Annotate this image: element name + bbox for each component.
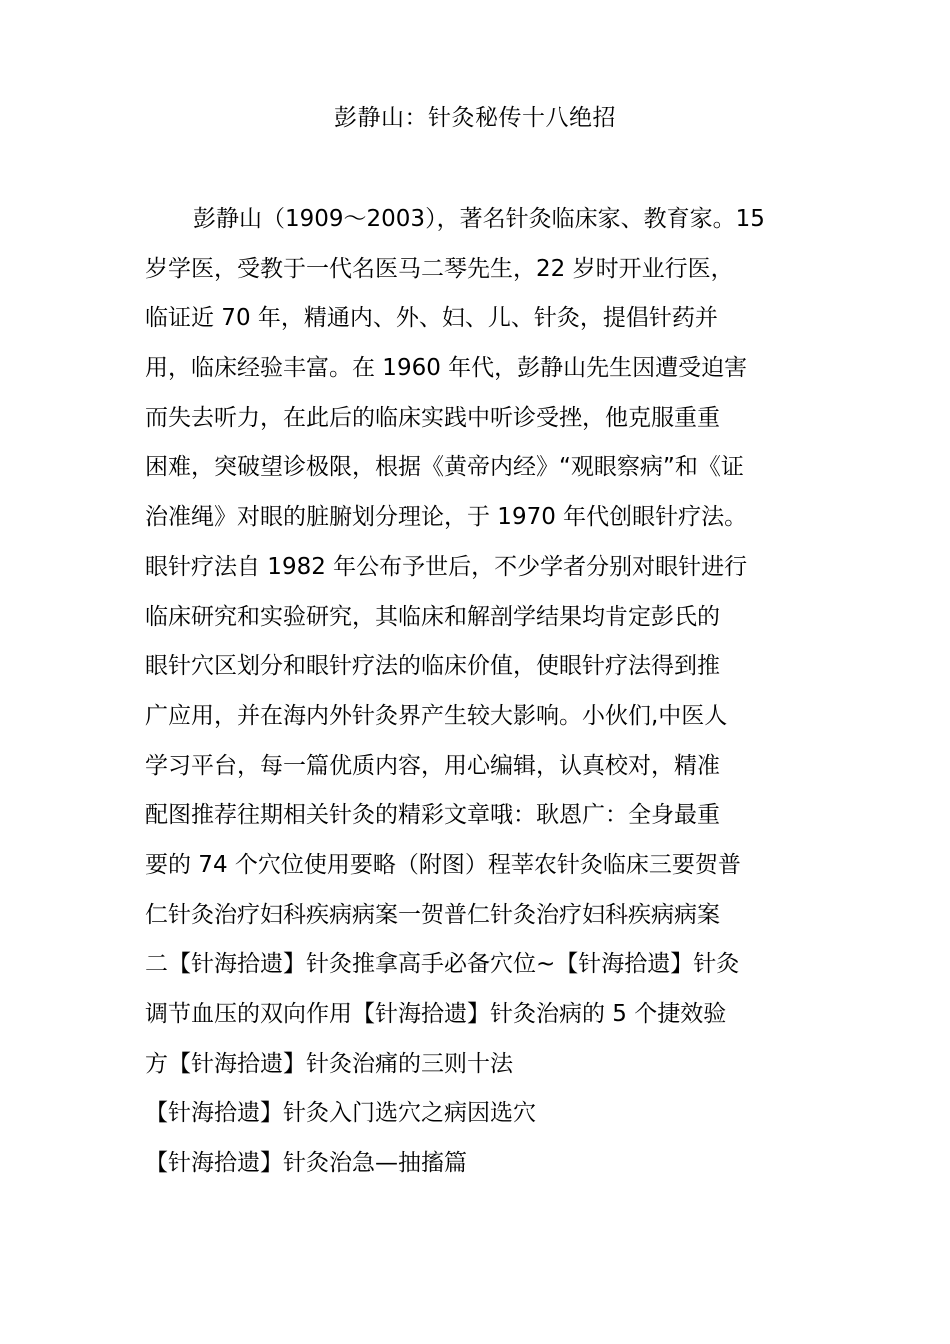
body-line: 临证近 70 年，精通内、外、妇、儿、针灸，提倡针药并 xyxy=(145,305,718,332)
body-line: 广应用，并在海内外针灸界产生较大影响。小伙们,中医人 xyxy=(145,702,728,729)
body-line: 治准绳》对眼的脏腑划分理论，于 1970 年代创眼针疗法。 xyxy=(145,504,748,531)
body-line: 配图推荐往期相关针灸的精彩文章哦：耿恩广：全身最重 xyxy=(145,802,720,829)
document-body xyxy=(145,195,810,1189)
body-line: 用，临床经验丰富。在 1960 年代，彭静山先生因遭受迫害 xyxy=(145,355,748,382)
body-line: 【针海拾遗】针灸入门选穴之病因选穴 xyxy=(145,1100,536,1127)
body-line: 彭静山（1909～2003），著名针灸临床家、教育家。15 xyxy=(193,206,765,232)
body-line: 困难，突破望诊极限，根据《黄帝内经》“观眼察病”和《证 xyxy=(145,454,744,481)
body-line: 岁学医，受教于一代名医马二琴先生，22 岁时开业行医， xyxy=(145,255,734,282)
body-line: 【针海拾遗】针灸治急—抽搐篇 xyxy=(145,1150,467,1177)
body-line: 临床研究和实验研究，其临床和解剖学结果均肯定彭氏的 xyxy=(145,603,720,630)
body-line: 要的 74 个穴位使用要略（附图）程莘农针灸临床三要贺普 xyxy=(145,851,741,878)
body-line: 方【针海拾遗】针灸治痛的三则十法 xyxy=(145,1050,513,1077)
body-line: 学习平台，每一篇优质内容，用心编辑，认真校对，精准 xyxy=(145,752,720,779)
body-line: 眼针疗法自 1982 年公布予世后，不少学者分别对眼针进行 xyxy=(145,553,748,580)
body-line: 二【针海拾遗】针灸推拿高手必备穴位~【针海拾遗】针灸 xyxy=(145,951,740,978)
body-line: 仁针灸治疗妇科疾病病案一贺普仁针灸治疗妇科疾病病案 xyxy=(145,901,720,928)
document-title: 彭静山：针灸秘传十八绝招 xyxy=(334,105,616,131)
body-line: 而失去听力，在此后的临床实践中听诊受挫，他克服重重 xyxy=(145,404,720,431)
body-line: 调节血压的双向作用【针海拾遗】针灸治病的 5 个捷效验 xyxy=(145,1001,727,1027)
body-line: 眼针穴区划分和眼针疗法的临床价值，使眼针疗法得到推 xyxy=(145,653,720,680)
